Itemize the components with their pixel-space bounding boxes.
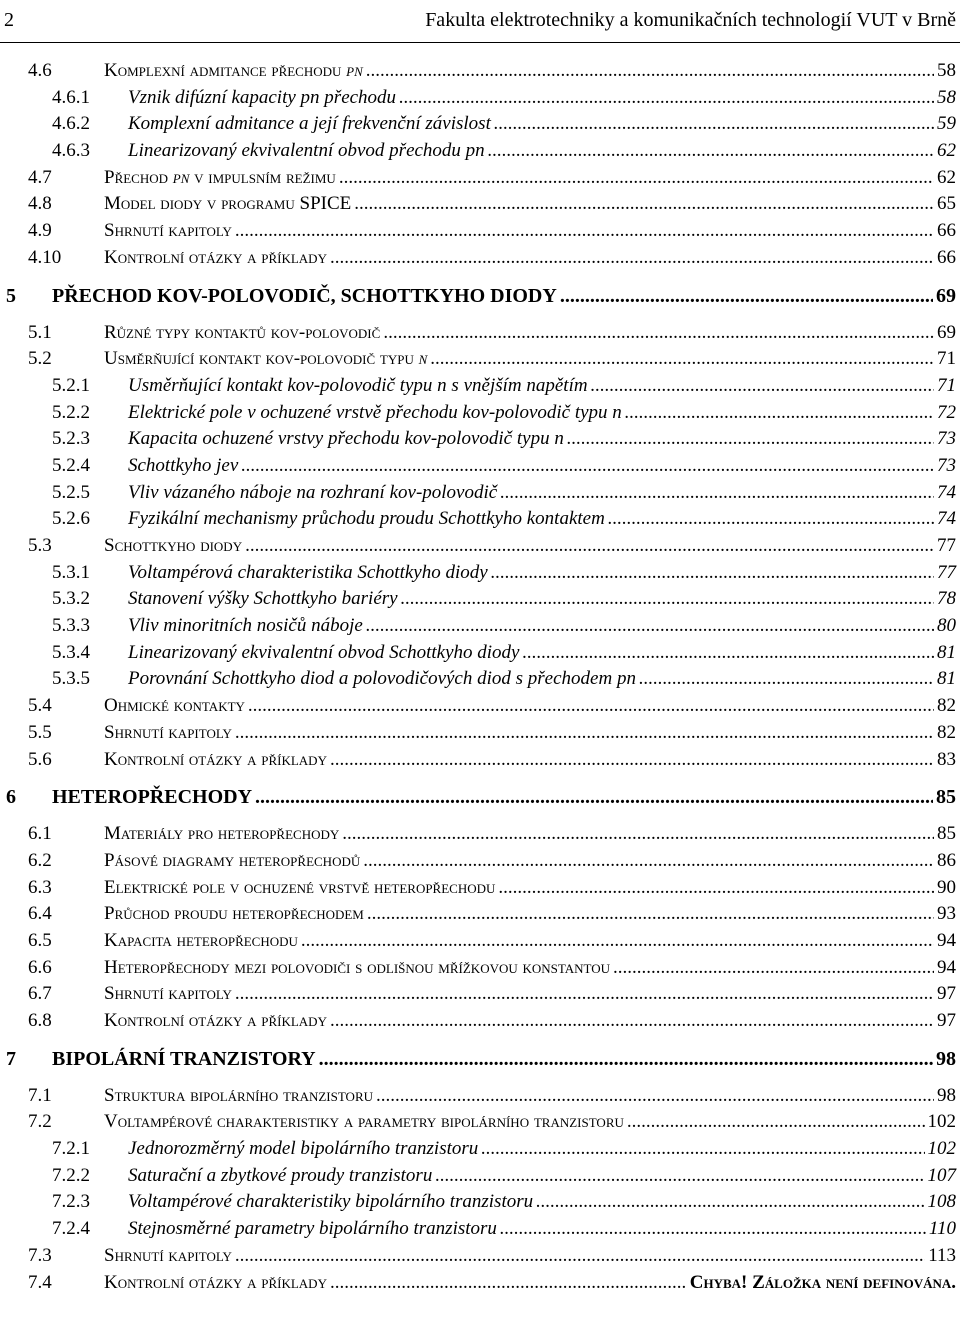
toc-entry-title-text: Schottkyho diody — [104, 535, 243, 556]
toc-dot-leader — [354, 191, 934, 218]
toc-entry-title-italic: pn — [172, 166, 190, 188]
toc-entry-title — [128, 666, 636, 693]
toc-entry-number: 6 — [6, 786, 16, 809]
toc-entry-title-text: Materiály pro heteropřechody — [104, 823, 340, 845]
toc-entry-title — [52, 783, 252, 811]
toc-entry-number: 7.4 — [28, 1271, 52, 1293]
toc-entry-title — [104, 875, 495, 902]
toc-page-number: 113 — [928, 1244, 956, 1266]
toc-dot-leader — [627, 1109, 925, 1136]
toc-entry-title-text: Kontrolní otázky a příklady — [104, 1010, 327, 1031]
toc-entry-title-text: Vliv minoritních nosičů náboje — [128, 615, 363, 637]
toc-page-number: 98 — [937, 1084, 956, 1106]
toc-dot-leader — [245, 533, 934, 560]
toc-entry-title-text: Ohmické kontakty — [104, 695, 245, 717]
toc-section-entry[interactable] — [0, 346, 960, 373]
toc-entry-title-text: Shrnutí kapitoly — [104, 220, 232, 242]
toc-page-number: 97 — [937, 983, 956, 1005]
toc-dot-leader — [235, 1243, 925, 1270]
toc-entry-number: 4.8 — [28, 193, 52, 215]
toc-entry-title — [104, 928, 298, 955]
toc-entry-title-text: Shrnutí kapitoly — [104, 983, 232, 1005]
toc-entry-number: 4.6.3 — [52, 140, 90, 162]
toc-page-number: 73 — [937, 454, 956, 476]
toc-section-entry[interactable] — [0, 165, 960, 192]
toc-entry-number: 5.3.3 — [52, 615, 90, 637]
toc-page-number: 77 — [937, 561, 956, 583]
toc-page-number: 66 — [937, 246, 956, 268]
toc-entry-title — [104, 1243, 232, 1270]
toc-page-number: 66 — [937, 220, 956, 242]
toc-entry-title-text: Kontrolní otázky a příklady — [104, 1271, 327, 1293]
toc-subsection-entry[interactable] — [0, 613, 960, 640]
toc-subsection-entry[interactable] — [0, 1189, 960, 1216]
toc-section-entry[interactable] — [0, 191, 960, 218]
toc-subsection-entry[interactable] — [0, 453, 960, 480]
toc-dot-leader — [399, 85, 934, 112]
toc-entry-title — [128, 138, 485, 165]
toc-dot-leader — [319, 1045, 933, 1073]
toc-entry-number: 6.3 — [28, 876, 52, 898]
toc-entry-title-text: Fyzikální mechanismy průchodu proudu Schottkyho kontaktem — [128, 508, 605, 530]
toc-page-number: 69 — [936, 284, 956, 307]
toc-dot-leader — [235, 981, 934, 1008]
toc-entry-title — [104, 1008, 327, 1035]
toc-entry-title-text: PŘECHOD KOV-POLOVODIČ, SCHOTTKYHO DIODY — [52, 284, 557, 307]
toc-subsection-entry[interactable] — [0, 85, 960, 112]
toc-page-number: 58 — [937, 86, 956, 108]
toc-subsection-entry[interactable] — [0, 560, 960, 587]
toc-page-number: 98 — [936, 1047, 956, 1070]
toc-entry-title-text: Usměrňující kontakt kov-polovodič typu n s vnějším napětím — [128, 374, 588, 396]
toc-entry-title-text: BIPOLÁRNÍ TRANZISTORY — [52, 1047, 316, 1070]
toc-dot-leader — [363, 848, 934, 875]
toc-entry-title — [128, 400, 622, 427]
running-title: Fakulta elektrotechniky a komunikačních technologií VUT v Brně — [425, 9, 956, 31]
toc-section-entry[interactable] — [0, 720, 960, 747]
toc-entry-title — [104, 533, 242, 560]
toc-entry-title-text: Komplexní admitance přechodu — [104, 60, 347, 81]
toc-entry-title-text: Struktura bipolárního tranzistoru — [104, 1084, 373, 1106]
toc-entry-title — [52, 1045, 316, 1073]
toc-dot-leader — [498, 875, 934, 902]
toc-page-number: 62 — [937, 166, 956, 188]
toc-subsection-entry[interactable] — [0, 111, 960, 138]
toc-entry-title-italic: pn — [346, 60, 363, 81]
toc-entry-number: 4.7 — [28, 166, 52, 188]
toc-section-entry[interactable] — [0, 58, 960, 85]
toc-entry-title-text: Linearizovaný ekvivalentní obvod přechodu pn — [128, 140, 485, 162]
toc-page-number: 81 — [937, 668, 956, 690]
toc-page-number: 58 — [937, 60, 956, 81]
toc-entry-title — [128, 480, 497, 507]
toc-dot-leader — [488, 138, 934, 165]
toc-page-number: 86 — [937, 849, 956, 871]
toc-section-entry[interactable] — [0, 1083, 960, 1110]
toc-page-number: 108 — [927, 1191, 956, 1213]
toc-entry-number: 6.8 — [28, 1010, 52, 1031]
page-header — [0, 0, 960, 40]
toc-entry-title — [104, 58, 363, 85]
toc-entry-title — [104, 901, 364, 928]
toc-entry-number: 7.2.4 — [52, 1218, 90, 1240]
toc-subsection-entry[interactable] — [0, 373, 960, 400]
toc-entry-title — [104, 821, 339, 848]
toc-entry-title-text: Schottkyho jev — [128, 454, 239, 476]
toc-entry-title-text: Stanovení výšky Schottkyho bariéry — [128, 588, 398, 610]
toc-dot-leader — [235, 720, 934, 747]
toc-entry-number: 5.2.5 — [52, 481, 90, 503]
toc-entry-title — [128, 506, 605, 533]
toc-section-entry[interactable] — [0, 955, 960, 982]
toc-entry-title — [104, 218, 232, 245]
toc-entry-title-text: Kapacita ochuzené vrstvy přechodu kov-polovodič typu n — [128, 428, 564, 450]
toc-entry-title-text: Přechod — [104, 166, 173, 188]
toc-entry-title — [128, 373, 588, 400]
toc-entry-number: 5.2.1 — [52, 374, 90, 396]
toc-entry-number: 5.3.1 — [52, 561, 90, 583]
toc-entry-title-text: Voltampérová charakteristika Schottkyho diody — [128, 561, 488, 583]
toc-entry-title — [104, 720, 232, 747]
toc-page-number: 62 — [937, 140, 956, 162]
toc-entry-title — [128, 1189, 533, 1216]
toc-entry-title-text: Kontrolní otázky a příklady — [104, 246, 327, 268]
toc-entry-title-text: Vliv vázaného náboje na rozhraní kov-polovodič — [128, 481, 498, 503]
toc-entry-title — [104, 1109, 624, 1136]
toc-entry-title-text: Stejnosměrné parametry bipolárního tranzistoru — [128, 1218, 497, 1240]
toc-page-number: 74 — [937, 508, 956, 530]
toc-dot-leader — [430, 346, 934, 373]
toc-page-number: 102 — [927, 1111, 956, 1133]
toc-page-number: 77 — [937, 535, 956, 556]
toc-entry-title-text: Heteropřechody mezi polovodiči s odlišnou mřížkovou konstantou — [104, 956, 611, 978]
toc-subsection-entry[interactable] — [0, 640, 960, 667]
toc-entry-number: 7.2.2 — [52, 1164, 90, 1186]
toc-entry-title-text: Vznik difúzní kapacity pn přechodu — [128, 86, 397, 108]
toc-entry-number: 5.3.5 — [52, 668, 90, 690]
header-rule — [0, 42, 960, 43]
toc-dot-leader — [367, 901, 934, 928]
toc-dot-leader — [330, 1270, 687, 1297]
toc-page-error: Chyba! Záložka není definována. — [689, 1271, 956, 1293]
toc-entry-number: 7.2.3 — [52, 1191, 90, 1213]
toc-dot-leader — [560, 282, 933, 310]
toc-entry-title-text: HETEROPŘECHODY — [52, 786, 253, 809]
toc-chapter-entry[interactable] — [0, 282, 960, 310]
toc-dot-leader — [639, 666, 934, 693]
toc-dot-leader — [481, 1136, 924, 1163]
toc-entry-number: 5.2.4 — [52, 454, 90, 476]
toc-entry-number: 5.2.3 — [52, 428, 90, 450]
toc-entry-title-text: Voltampérové charakteristiky a parametry bipolárního tranzistoru — [104, 1111, 624, 1133]
toc-entry-title — [128, 1163, 432, 1190]
toc-entry-title-italic: n — [418, 348, 428, 370]
toc-entry-title-text: Usměrňující kontakt kov-polovodič typu — [104, 348, 419, 370]
toc-page-number: 81 — [937, 641, 956, 663]
toc-section-entry[interactable] — [0, 928, 960, 955]
toc-dot-leader — [339, 165, 934, 192]
toc-page-number: 85 — [937, 823, 956, 845]
toc-entry-title-text: Průchod proudu heteropřechodem — [104, 903, 364, 925]
toc-entry-title — [104, 1083, 373, 1110]
toc-subsection-entry[interactable] — [0, 138, 960, 165]
toc-page-number: 94 — [937, 956, 956, 978]
toc-subsection-entry[interactable] — [0, 426, 960, 453]
toc-entry-number: 6.7 — [28, 983, 52, 1005]
toc-chapter-entry[interactable] — [0, 1045, 960, 1073]
toc-page-number: 65 — [937, 193, 956, 215]
toc-entry-title — [104, 955, 610, 982]
toc-entry-title — [104, 693, 245, 720]
toc-entry-number: 4.9 — [28, 220, 52, 242]
toc-dot-leader — [523, 640, 935, 667]
toc-dot-leader — [376, 1083, 934, 1110]
toc-entry-number: 5 — [6, 284, 16, 307]
toc-subsection-entry[interactable] — [0, 666, 960, 693]
toc-dot-leader — [494, 111, 934, 138]
toc-entry-title — [128, 613, 363, 640]
toc-entry-title — [128, 426, 564, 453]
toc-entry-title-text: Voltampérové charakteristiky bipolárního tranzistoru — [128, 1191, 534, 1213]
toc-page-number: 69 — [937, 321, 956, 343]
toc-dot-leader — [500, 480, 934, 507]
toc-entry-title — [128, 640, 520, 667]
toc-dot-leader — [567, 426, 934, 453]
toc-entry-title-text: Elektrické pole v ochuzené vrstvě přechodu kov-polovodič typu n — [128, 401, 622, 423]
toc-page-number: 78 — [937, 588, 956, 610]
toc-section-entry[interactable] — [0, 981, 960, 1008]
toc-dot-leader — [536, 1189, 924, 1216]
toc-entry-number: 7.2.1 — [52, 1138, 90, 1160]
toc-section-entry[interactable] — [0, 693, 960, 720]
toc-dot-leader — [330, 1008, 934, 1035]
toc-subsection-entry[interactable] — [0, 1136, 960, 1163]
toc-page-number: 73 — [937, 428, 956, 450]
toc-entry-number: 5.3.4 — [52, 641, 90, 663]
toc-page-number: 90 — [937, 876, 956, 898]
toc-entry-title — [104, 245, 327, 272]
toc-dot-leader — [500, 1216, 926, 1243]
toc-subsection-entry[interactable] — [0, 586, 960, 613]
toc-chapter-entry[interactable] — [0, 783, 960, 811]
toc-page-number: 72 — [937, 401, 956, 423]
toc-dot-leader — [383, 320, 934, 347]
toc-section-entry[interactable] — [0, 218, 960, 245]
toc-entry-number: 4.6 — [28, 60, 52, 81]
toc-entry-title-text: v impulsním režimu — [189, 166, 336, 188]
toc-dot-leader — [591, 373, 934, 400]
toc-entry-title-text: Jednorozměrný model bipolárního tranzistoru — [128, 1138, 479, 1160]
toc-entry-number: 5.6 — [28, 748, 52, 770]
toc-section-entry[interactable] — [0, 320, 960, 347]
toc-entry-number: 5.4 — [28, 695, 52, 717]
toc-entry-title — [104, 191, 351, 218]
toc-entry-number: 6.4 — [28, 903, 52, 925]
toc-entry-title — [128, 1216, 497, 1243]
toc-entry-title — [128, 586, 398, 613]
toc-entry-title — [104, 848, 360, 875]
toc-entry-title — [104, 346, 427, 373]
toc-dot-leader — [366, 613, 934, 640]
toc-page-number: 71 — [937, 374, 956, 396]
toc-entry-title-text: Elektrické pole v ochuzené vrstvě heteropřechodu — [104, 876, 496, 898]
toc-dot-leader — [241, 453, 934, 480]
toc-subsection-entry[interactable] — [0, 506, 960, 533]
toc-section-entry[interactable] — [0, 1270, 960, 1297]
toc-entry-title-text: Shrnutí kapitoly — [104, 1244, 232, 1266]
toc-entry-title — [52, 282, 557, 310]
toc-entry-title-text: Kapacita heteropřechodu — [104, 929, 298, 951]
toc-entry-title-text: Porovnání Schottkyho diod a polovodičových diod s přechodem pn — [128, 668, 636, 690]
toc-page-number: 93 — [937, 903, 956, 925]
toc-entry-number: 7.1 — [28, 1084, 52, 1106]
toc-page-number: 71 — [937, 348, 956, 370]
toc-entry-title — [104, 981, 232, 1008]
toc-entry-title-text: Různé typy kontaktů kov-polovodič — [104, 321, 381, 343]
toc-section-entry[interactable] — [0, 821, 960, 848]
toc-entry-title — [128, 85, 396, 112]
toc-dot-leader — [435, 1163, 924, 1190]
toc-dot-leader — [235, 218, 934, 245]
toc-page-number: 80 — [937, 615, 956, 637]
toc-subsection-entry[interactable] — [0, 1163, 960, 1190]
toc-entry-number: 5.2.2 — [52, 401, 90, 423]
toc-section-entry[interactable] — [0, 901, 960, 928]
toc-entry-number: 7 — [6, 1047, 16, 1070]
toc-dot-leader — [255, 783, 933, 811]
toc-entry-number: 6.5 — [28, 929, 52, 951]
toc-entry-number: 4.6.1 — [52, 86, 90, 108]
toc-section-entry[interactable] — [0, 533, 960, 560]
toc-page-number: 74 — [937, 481, 956, 503]
toc-entry-title — [128, 560, 488, 587]
toc-dot-leader — [330, 245, 934, 272]
toc-entry-number: 7.3 — [28, 1244, 52, 1266]
toc-section-entry[interactable] — [0, 1008, 960, 1035]
toc-page-number: 110 — [928, 1218, 956, 1240]
toc-dot-leader — [491, 560, 934, 587]
toc-entry-number: 5.1 — [28, 321, 52, 343]
toc-dot-leader — [401, 586, 934, 613]
toc-entry-title-text: Shrnutí kapitoly — [104, 721, 232, 743]
toc-subsection-entry[interactable] — [0, 480, 960, 507]
toc-entry-title-text: Pásové diagramy heteropřechodů — [104, 849, 361, 871]
toc-page-number: 94 — [937, 929, 956, 951]
toc-page-number: 107 — [927, 1164, 956, 1186]
toc-entry-number: 5.2 — [28, 348, 52, 370]
toc-entry-number: 5.3 — [28, 535, 52, 556]
toc-dot-leader — [248, 693, 934, 720]
toc-entry-title — [104, 747, 327, 774]
toc-entry-title — [128, 1136, 478, 1163]
toc-dot-leader — [366, 58, 934, 85]
toc-page-number: 102 — [927, 1138, 956, 1160]
toc-page-number: 85 — [936, 786, 956, 809]
toc-section-entry[interactable] — [0, 245, 960, 272]
toc-page-number: 82 — [937, 721, 956, 743]
toc-page-number: 97 — [937, 1010, 956, 1031]
toc-entry-number: 6.6 — [28, 956, 52, 978]
table-of-contents — [0, 58, 960, 1296]
toc-entry-number: 5.2.6 — [52, 508, 90, 530]
toc-entry-title-text: Model diody v programu SPICE — [104, 193, 352, 215]
toc-page-number: 83 — [937, 748, 956, 770]
toc-entry-number: 6.1 — [28, 823, 52, 845]
toc-dot-leader — [342, 821, 934, 848]
toc-entry-number: 4.10 — [28, 246, 62, 268]
toc-page-number: 82 — [937, 695, 956, 717]
toc-section-entry[interactable] — [0, 1109, 960, 1136]
toc-entry-title — [128, 111, 491, 138]
toc-dot-leader — [613, 955, 934, 982]
toc-entry-title — [128, 453, 238, 480]
toc-section-entry[interactable] — [0, 848, 960, 875]
toc-section-entry[interactable] — [0, 1243, 960, 1270]
toc-dot-leader — [608, 506, 934, 533]
toc-entry-title — [104, 165, 336, 192]
toc-entry-number: 5.3.2 — [52, 588, 90, 610]
toc-page-number: 59 — [937, 113, 956, 135]
toc-entry-number: 6.2 — [28, 849, 52, 871]
toc-dot-leader — [301, 928, 934, 955]
page-number: 2 — [4, 9, 14, 31]
toc-entry-title-text: Kontrolní otázky a příklady — [104, 748, 327, 770]
toc-entry-number: 4.6.2 — [52, 113, 90, 135]
toc-entry-title-text: Komplexní admitance a její frekvenční závislost — [128, 113, 491, 135]
toc-entry-title-text: Saturační a zbytkové proudy tranzistoru — [128, 1164, 433, 1186]
toc-entry-title — [104, 320, 380, 347]
toc-dot-leader — [330, 747, 934, 774]
toc-section-entry[interactable] — [0, 875, 960, 902]
toc-dot-leader — [625, 400, 934, 427]
toc-entry-title — [104, 1270, 327, 1297]
toc-entry-number: 5.5 — [28, 721, 52, 743]
toc-section-entry[interactable] — [0, 747, 960, 774]
toc-entry-title-text: Linearizovaný ekvivalentní obvod Schottkyho diody — [128, 641, 520, 663]
toc-entry-number: 7.2 — [28, 1111, 52, 1133]
toc-subsection-entry[interactable] — [0, 1216, 960, 1243]
toc-subsection-entry[interactable] — [0, 400, 960, 427]
